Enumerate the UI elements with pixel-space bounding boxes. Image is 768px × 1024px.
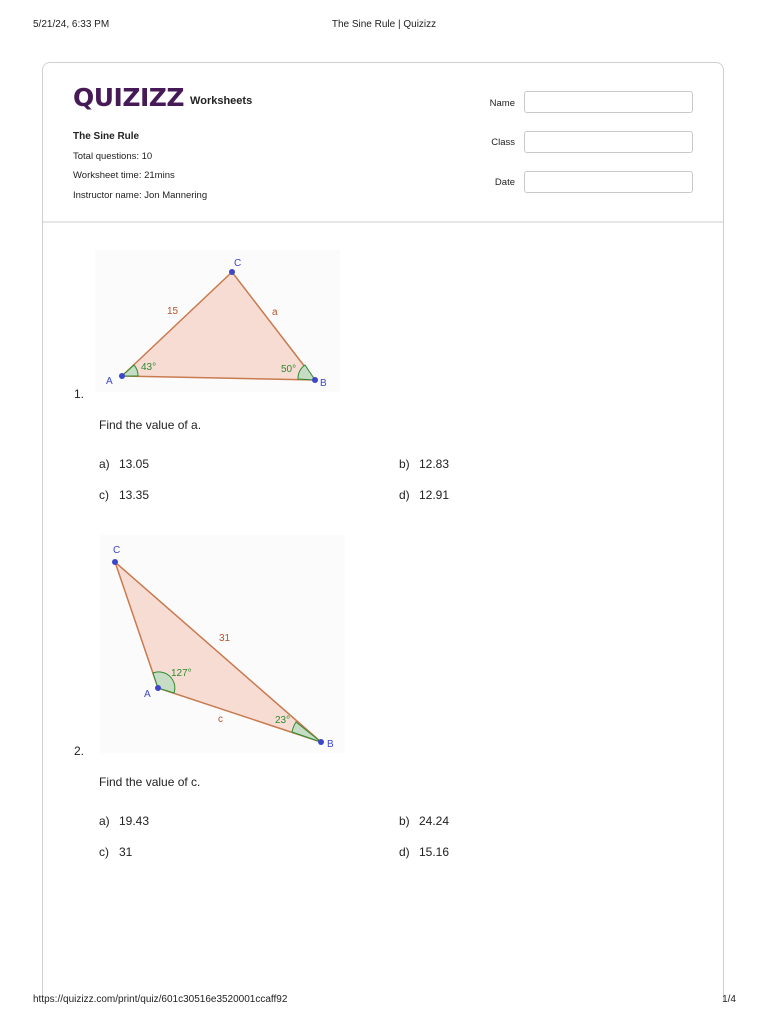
q1-option-b[interactable]: b) 12.83: [399, 457, 450, 471]
q2-vertex-c: [112, 559, 118, 565]
q2-angle-b-label: 23°: [275, 715, 291, 726]
q2-label-b: B: [327, 739, 334, 750]
q1-option-d[interactable]: d) 12.91: [399, 488, 450, 502]
q1-angle-a-label: 43°: [141, 362, 157, 373]
q2-side-ab-label: c: [218, 714, 223, 725]
q2-number: 2.: [74, 744, 85, 758]
print-page-title: The Sine Rule | Quizizz: [331, 19, 437, 30]
worksheet-sheet: [42, 62, 724, 1002]
class-field[interactable]: [524, 131, 693, 153]
name-field[interactable]: [524, 91, 693, 113]
worksheet-time: Worksheet time: 21mins: [73, 170, 175, 181]
worksheet-header: [43, 63, 723, 223]
brand-product: Worksheets: [190, 95, 253, 107]
q2-side-bc-label: 31: [219, 633, 231, 644]
print-page-number: 1/4: [722, 994, 736, 1005]
q2-option-b[interactable]: b) 24.24: [399, 814, 450, 828]
worksheet-meta: [73, 127, 207, 205]
q1-option-c[interactable]: c) 13.35: [99, 488, 150, 502]
q2-label-c: C: [113, 545, 121, 556]
q2-vertex-a: [155, 685, 161, 691]
quizizz-logo: QUIZIZZ: [73, 83, 185, 112]
q1-option-a[interactable]: a) 13.05: [99, 457, 150, 471]
class-label: Class: [491, 137, 515, 148]
q1-vertex-c: [229, 269, 235, 275]
date-field[interactable]: [524, 171, 693, 193]
q2-option-a[interactable]: a) 19.43: [99, 814, 150, 828]
q1-triangle-figure: [95, 250, 340, 392]
q1-angle-b-label: 50°: [281, 364, 297, 375]
q1-side-ac-label: 15: [167, 306, 179, 317]
q2-text: Find the value of c.: [99, 775, 201, 789]
q2-option-d[interactable]: d) 15.16: [399, 845, 450, 859]
print-url[interactable]: https://quizizz.com/print/quiz/601c30516e3520001ccaff92: [33, 994, 288, 1005]
total-questions: Total questions: 10: [73, 150, 153, 162]
q1-vertex-b: [312, 377, 318, 383]
q2-vertex-b: [318, 739, 324, 745]
print-datetime: 5/21/24, 6:33 PM: [33, 19, 110, 30]
q1-label-c: C: [234, 258, 242, 269]
date-label: Date: [494, 177, 515, 188]
q1-side-bc-label: a: [272, 307, 278, 318]
q2-triangle-figure: [100, 535, 345, 753]
instructor-name: Instructor name: Jon Mannering: [73, 189, 208, 201]
brand-logo: [73, 85, 252, 111]
q2-option-c[interactable]: c) 31: [99, 845, 133, 859]
q1-label-a: A: [106, 376, 113, 387]
q1-label-b: B: [320, 378, 327, 389]
q2-angle-a-label: 127°: [171, 668, 192, 679]
q2-label-a: A: [144, 689, 151, 700]
q1-vertex-a: [119, 373, 125, 379]
q1-text: Find the value of a.: [99, 418, 202, 432]
q1-number: 1.: [74, 387, 85, 401]
name-label: Name: [489, 98, 515, 109]
worksheet-title: The Sine Rule: [73, 131, 140, 142]
